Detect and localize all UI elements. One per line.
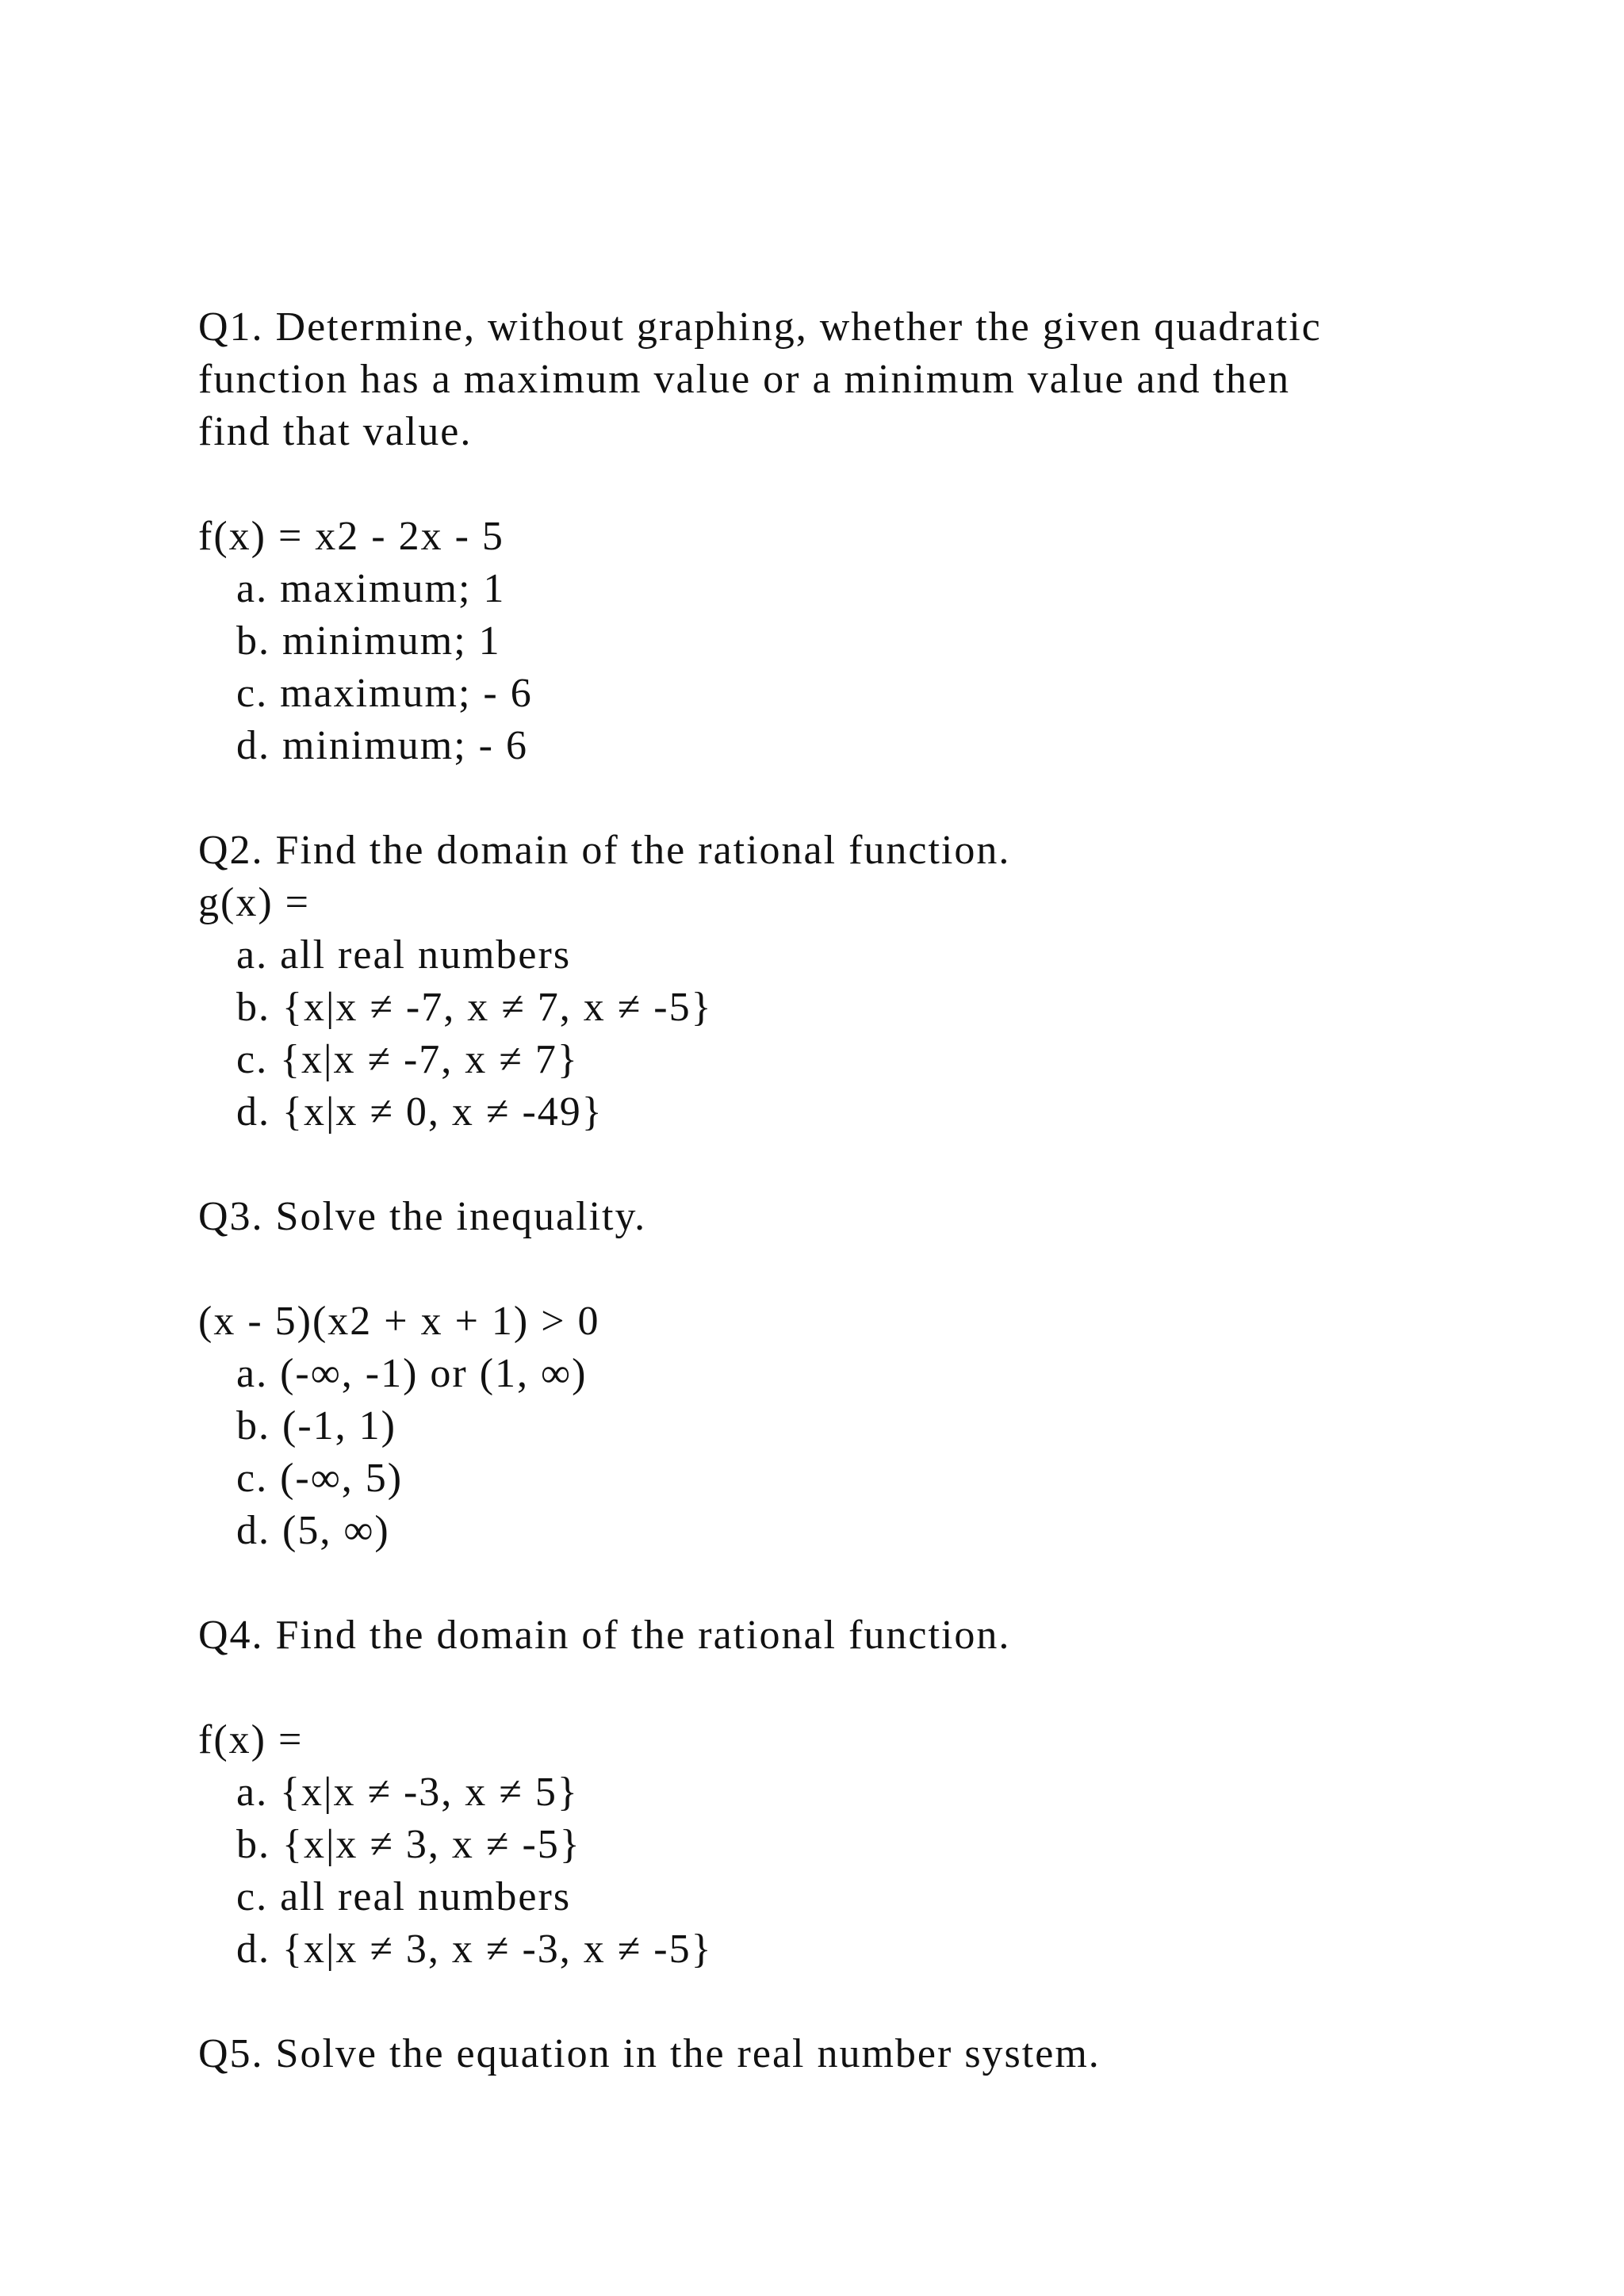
- question-1-option-d: d. minimum; - 6: [236, 723, 528, 768]
- question-4-option-c: c. all real numbers: [236, 1874, 572, 1919]
- question-1-prompt-line-3: find that value.: [198, 409, 473, 454]
- question-2-option-d: d. {x|x ≠ 0, x ≠ -49}: [236, 1089, 603, 1135]
- question-3-expression: (x - 5)(x2 + x + 1) > 0: [198, 1299, 600, 1344]
- question-4-option-a: a. {x|x ≠ -3, x ≠ 5}: [236, 1770, 579, 1815]
- question-4-option-b: b. {x|x ≠ 3, x ≠ -5}: [236, 1822, 581, 1867]
- question-1-option-c: c. maximum; - 6: [236, 671, 533, 716]
- question-1-option-a: a. maximum; 1: [236, 566, 506, 611]
- question-5-prompt: Q5. Solve the equation in the real number system.: [198, 2031, 1101, 2076]
- question-2-expression: g(x) =: [198, 880, 310, 925]
- question-2-option-c: c. {x|x ≠ -7, x ≠ 7}: [236, 1037, 579, 1082]
- question-4-prompt: Q4. Find the domain of the rational function.: [198, 1613, 1011, 1658]
- question-3-prompt: Q3. Solve the inequality.: [198, 1194, 647, 1239]
- question-4-expression: f(x) =: [198, 1717, 304, 1762]
- question-1-option-b: b. minimum; 1: [236, 618, 501, 664]
- question-1-prompt-line-2: function has a maximum value or a minimum value and then: [198, 357, 1291, 402]
- question-2-option-b: b. {x|x ≠ -7, x ≠ 7, x ≠ -5}: [236, 985, 713, 1030]
- question-1-expression: f(x) = x2 - 2x - 5: [198, 514, 504, 559]
- question-3-option-a: a. (-∞, -1) or (1, ∞): [236, 1351, 588, 1396]
- question-1-prompt-line-1: Q1. Determine, without graphing, whether the given quadratic: [198, 304, 1322, 350]
- question-2-option-a: a. all real numbers: [236, 932, 572, 978]
- question-2-prompt: Q2. Find the domain of the rational function.: [198, 828, 1011, 873]
- question-4-option-d: d. {x|x ≠ 3, x ≠ -3, x ≠ -5}: [236, 1927, 713, 1972]
- question-3-option-c: c. (-∞, 5): [236, 1456, 404, 1501]
- question-3-option-b: b. (-1, 1): [236, 1403, 396, 1448]
- question-3-option-d: d. (5, ∞): [236, 1508, 390, 1553]
